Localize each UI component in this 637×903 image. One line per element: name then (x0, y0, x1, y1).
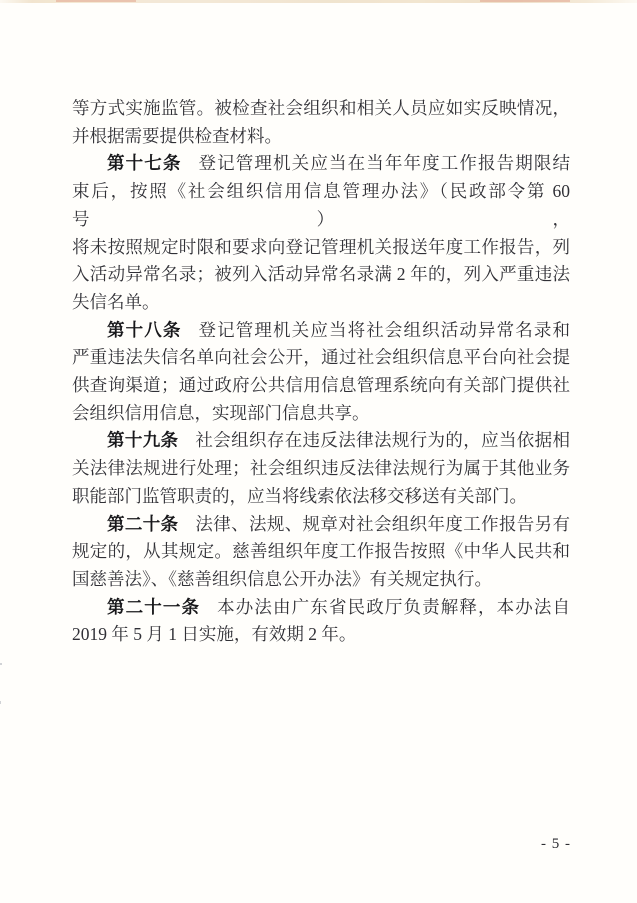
article-number: 第十八条 (107, 319, 182, 340)
text-line: 关法律法规进行处理；社会组织违反法律法规行为属于其他业务 (72, 458, 570, 479)
text-line: 严重违法失信名单向社会公开，通过社会组织信息平台向社会提 (72, 347, 570, 368)
paragraph (72, 95, 570, 150)
article-number: 第二十一条 (107, 596, 201, 617)
article-number: 第十七条 (107, 153, 182, 174)
paragraph (72, 511, 570, 594)
text-line: 将未按照规定时限和要求向登记管理机关报送年度工作报告，列 (72, 236, 570, 257)
text-line: 并根据需要提供检查材料。 (72, 125, 282, 146)
text-line: 规定的，从其规定。慈善组织年度工作报告按照《中华人民共和 (72, 541, 570, 562)
scan-speck (0, 663, 2, 665)
paragraph (72, 150, 570, 316)
paragraph (72, 427, 570, 510)
text-line: 等方式实施监管。被检查社会组织和相关人员应如实反映情况， (72, 98, 570, 118)
document-body (72, 95, 570, 649)
scan-edge-artifact (0, 0, 637, 3)
text-line: 供查询渠道；通过政府公共信用信息管理系统向有关部门提供社 (72, 375, 570, 396)
text-line: 入活动异常名录；被列入活动异常名录满 2 年的，列入严重违法 (72, 264, 570, 285)
paragraph (72, 317, 570, 428)
text-line: 第二十条 法律、法规、规章对社会组织年度工作报告另有 (107, 513, 571, 534)
text-line: 失信名单。 (72, 291, 160, 312)
text-line: 第十八条 登记管理机关应当将社会组织活动异常名录和 (107, 319, 571, 340)
page-number: - 5 - (541, 836, 571, 852)
text-line: 第十七条 登记管理机关应当在当年年度工作报告期限结 (107, 153, 571, 174)
article-number: 第十九条 (107, 430, 179, 451)
text-line: 第十九条 社会组织存在违反法律法规行为的，应当依据相 (107, 430, 571, 451)
text-line: 会组织信用信息，实现部门信息共享。 (72, 402, 370, 423)
text-line: 职能部门监管职责的，应当将线索依法移交移送有关部门。 (72, 485, 527, 506)
text-line: 2019 年 5 月 1 日实施，有效期 2 年。 (72, 624, 357, 645)
text-line: 第二十一条 本办法由广东省民政厅负责解释，本办法自 (107, 596, 571, 617)
text-line: 国慈善法》、《慈善组织信息公开办法》有关规定执行。 (72, 568, 492, 589)
scan-speck (0, 701, 1, 704)
article-number: 第二十条 (107, 513, 179, 534)
paragraph (72, 594, 570, 649)
text-line: 束后，按照《社会组织信用信息管理办法》（民政部令第 60 号）， (72, 181, 570, 229)
